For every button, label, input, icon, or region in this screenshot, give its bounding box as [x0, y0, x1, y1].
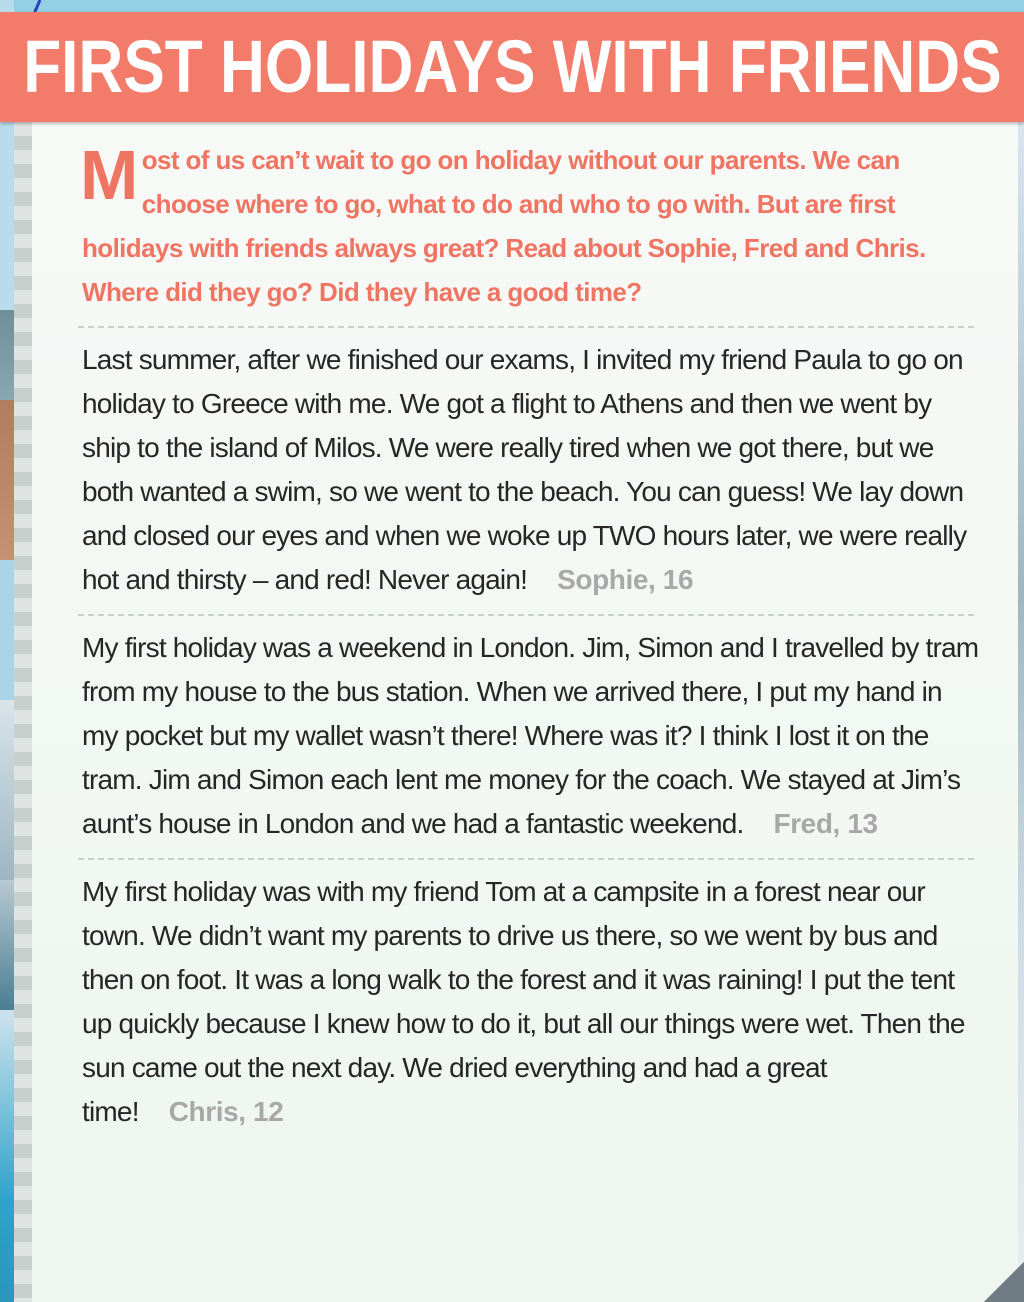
story-sophie [82, 338, 982, 602]
section-divider [78, 858, 974, 860]
story-chris [82, 870, 982, 1134]
page-corner [984, 1262, 1024, 1302]
intro-text: ost of us can’t wait to go on holiday without our parents. We can choose where to go, what to do and who to go with. But are first holidays with friends always great? Read about Sophie, Fred and Chris. Where did they go? Did they have a good time? [82, 145, 926, 307]
section-divider [78, 614, 974, 616]
story-author: Sophie, 16 [557, 564, 694, 595]
section-divider [78, 326, 974, 328]
article-title: FIRST HOLIDAYS WITH FRIENDS [22, 25, 1002, 108]
title-banner [0, 12, 1024, 122]
story-fred [82, 626, 982, 846]
story-text: My first holiday was a weekend in London. Jim, Simon and I travelled by tram from my house to the bus station. When we arrived there, I put my hand in my pocket but my wallet wasn’t there! Where was it? I think I lost it on the tram. Jim and Simon each lent me money for the coach. We stayed at Jim’s aunt’s house in London and we had a fantastic weekend. [82, 632, 979, 839]
story-author: Chris, 12 [168, 1096, 284, 1127]
story-text: Last summer, after we finished our exams, I invited my friend Paula to go on holiday to Greece with me. We got a flight to Athens and then we went by ship to the island of Milos. We were really tired when we got there, but we both wanted a swim, so we went to the beach. You can guess! We lay down and closed our eyes and when we woke up TWO hours later, we were really hot and thirsty – and red! Never again! [82, 344, 967, 595]
background-sky [0, 0, 1024, 12]
story-author: Fred, 13 [773, 808, 878, 839]
background-photo-strip [0, 0, 14, 1302]
intro-paragraph [82, 138, 982, 314]
article-body [82, 138, 982, 1134]
story-text: My first holiday was with my friend Tom at a campsite in a forest near our town. We didn’t want my parents to drive us there, so we went by bus and then on foot. It was a long walk to the forest and it was raining! I put the tent up quickly because I knew how to do it, but all our things were wet. Then the sun came out the next day. We dried everything and had a great time! [82, 876, 965, 1127]
background-right-edge [1018, 120, 1024, 1302]
intro-drop-cap: M [80, 136, 138, 214]
